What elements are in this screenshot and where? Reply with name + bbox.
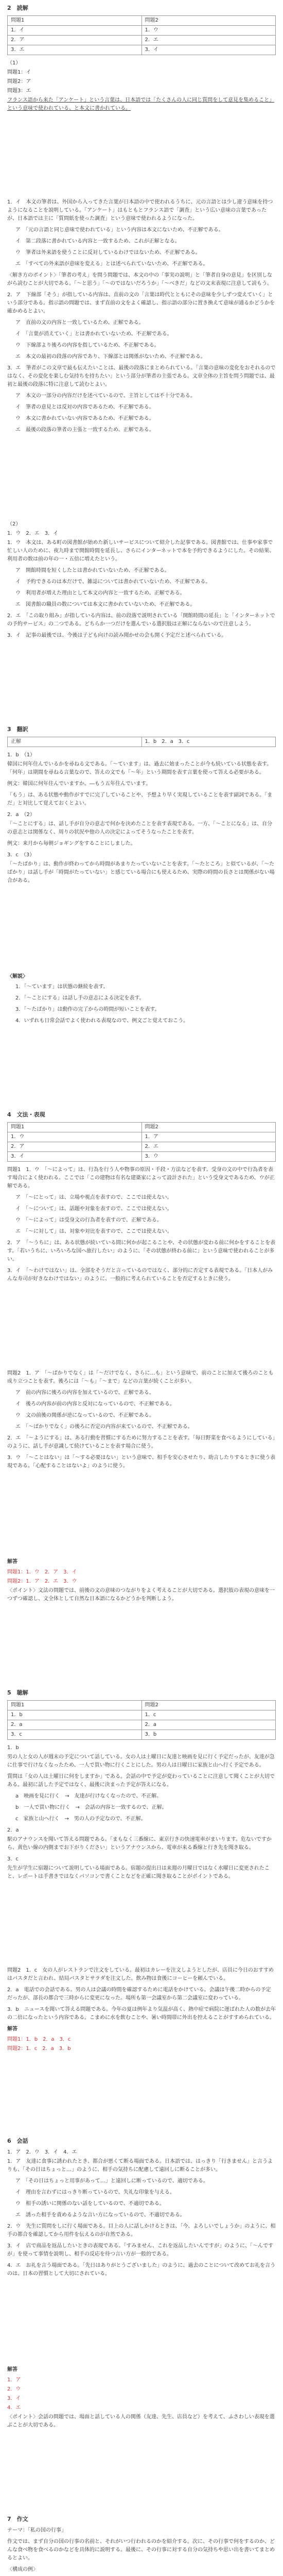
answer-key-line: 問題2：ア	[7, 79, 31, 84]
answer-table-row	[8, 1123, 276, 1132]
answer-table-cell: 問題1	[8, 1701, 142, 1710]
paragraph: 3．b ニュースを聞いて答える問題である。今年の夏は例年より気温が高く、熱中症で病院に運ばれた人の数が去年の二倍になったという内容である。こまめに水を飲むことや、暑い時間帯に外出を控えることがすすめられている。	[7, 2007, 276, 2021]
option-line: ア 直前の文の内容と一致しているため、正解である。	[15, 320, 144, 326]
answer-key-line: 1．ウ 2．エ 3．イ	[7, 530, 59, 536]
paragraph: 先生が学生に宿題について説明している場面である。宿題の提出日は来週の月曜日ではなく水曜日に変更されたこと、レポートは手書きではなくパソコンで書くことなどを正確に聞き取ることがポイントである。	[7, 1866, 270, 1880]
paragraph: 1．ウ 本文は、ある町の図書館が始めた新しいサービスについて紹介した記事である。図書館では、仕事や家事で忙しい人のために、夜九時まで開館時間を延長し、さらにインターネットで本を予約できるようにした。その結果、利用者の数は前の年の一・五倍に増えたという。	[7, 539, 275, 562]
answer-table-row	[8, 1152, 276, 1162]
option-line: イ 筆者の意見とは反対の内容であるため、不正解である。	[15, 404, 154, 411]
option-line: イ 「〜について」は、話題や対象を表すので、ここでは使えない。	[15, 1206, 172, 1212]
option-line: ウ 「〜によって」は受身文の行為者を表すので、正解である。	[15, 1217, 162, 1224]
answer-label: 解答	[7, 2026, 17, 2032]
answer-table-cell: 1．ア	[142, 1132, 276, 1142]
option-line: 1．「〜ています」は状態の継続を表す。	[15, 984, 109, 990]
answer-key-line: 2．a （2）	[7, 811, 35, 818]
option-line: b 一人で買い物に行く → 会話の内容と一致するので、正解。	[15, 1805, 167, 1811]
option-line: ア 「元の言語と同じ意味で使われている」という内容は本文にないため、不正解である。	[15, 227, 224, 233]
paragraph: 〈ポイント〉文法の問題では、前後の文の意味のつながりをよく考えることが大切である。選択肢の表現の意味を一つずつ確認し、文全体として自然な日本語になるかどうかを判断しよう。	[7, 1587, 275, 1602]
option-line: 3．「〜たばかり」は動作の完了からの時間が短いことを表す。	[15, 1007, 160, 1013]
answer-table-cell: 問題1	[8, 16, 142, 26]
section	[7, 2364, 276, 2433]
section	[7, 725, 276, 888]
answer-table-row	[8, 737, 276, 747]
answer-table-cell: 3．b	[142, 1730, 276, 1740]
section	[7, 1556, 276, 1606]
paragraph: 2．エ 「この取り組み」が指している内容は、前の段落で説明されている「開館時間の延長」と「インターネットでの予約サービス」の二つである。どちらか一つだけを選んでいる選択肢は正解にならないので注意しよう。	[7, 613, 275, 627]
answer-line: 問題1：1．ウ 2．ア 3．イ	[7, 1569, 77, 1575]
option-line: ア 前の内容に後ろの内容を加えているので、正解である。	[15, 1389, 154, 1396]
answer-label: 〈解説〉	[7, 974, 28, 980]
paragraph: 問題1 1．ウ 「〜によって」は、行為を行う人や物事の原因・手段・方法などを表す。受身の文の中で行為者を表す場合によく使われる。ここでは「この建物は有名な建築家によって設計された」という受身文であるため、ウが正解である。	[7, 1167, 275, 1190]
paragraph: 2．a 電話での会話である。男の人は会議の時間を確認するために電話をかけている。会議は午後二時からの予定だったが、部長の都合で三時からに変更になった。場所も第一会議室から第二会議室に変わっている。	[7, 1987, 271, 2002]
section	[7, 1111, 276, 1286]
answer-table-cell: 問題2	[142, 1701, 276, 1710]
paragraph: 1．ア 友達に食事に誘われたとき、都合が悪くて断る場面である。日本語では、はっきり「行きません」と言うよりも、「その日はちょっと…」のように、相手の気持ちに配慮して遠回しに断ることが多い。	[7, 2158, 273, 2173]
answer-table-row	[8, 1710, 276, 1720]
paragraph: 男の人と女の人が週末の予定について話している。女の人は土曜日に友達と映画を見に行く予定だったが、友達が急に仕事で行けなくなったため、一人で買い物に行くことにした。男の人は日曜日に家族と山へ行く予定である。	[7, 1754, 275, 1769]
answer-table-cell: 2．ア	[8, 1142, 142, 1152]
section-heading: 2 読解	[7, 5, 28, 11]
paragraph: 〈解き方のポイント〉「筆者の考え」を問う問題では、本文の中の「事実の説明」と「筆者自身の意見」を区別しながら読むことが大切である。「〜と思う」「〜のではないだろうか」「〜べきだ」などの文末表現に注意して読もう。	[7, 273, 272, 287]
underlined-sentence: フランス語から来た「アンケート」という言葉は、日本語では「たくさんの人に同じ質問をして意見を集めること」という意味で使われている、と本文に書かれている。	[7, 97, 275, 111]
paragraph: 3．イ 店で商品を返品したいときの表現である。「すみません、これを返品したいんですが」のように、「〜んですが」を使って事情を説明し、相手の反応を待つ言い方が一般的である。	[7, 2243, 273, 2257]
paragraph: 3．ウ 「〜ことはない」は「〜する必要はない」という意味で、相手を安心させたり、助言したりするときに使う表現である。「心配することはないよ」のように使う。	[7, 1454, 276, 1469]
section-heading: 7 作文	[7, 2516, 28, 2523]
paragraph: 〈ポイント〉会話の問題では、場面と話している人の関係（友達、先生、店員など）を考えて、ふさわしい表現を選ぶことが大切である。	[7, 2414, 275, 2428]
option-line: エ 「〜に対して」は、対象や対比を表すので、ここでは使えない。	[15, 1229, 172, 1235]
option-line: エ 「〜ばかりでなく」の後ろに否定の内容が来ているので、不正解である。	[15, 1423, 193, 1430]
section-heading: 3 翻訳	[7, 725, 28, 733]
answer-table-row	[8, 1142, 276, 1152]
section-heading: 5 聴解	[7, 1689, 28, 1697]
answer-table-cell: 1．ウ	[8, 1132, 142, 1142]
option-line: エ 最後の段落の筆者の主張と一致するため、正解である。	[15, 427, 154, 433]
option-line: ウ 筆者は外来語を使うことに反対しているわけではないため、不正解である。	[15, 250, 201, 256]
answer-table-row	[8, 1730, 276, 1740]
answer-table-cell: 1．ウ	[142, 26, 276, 36]
answer-key-line: 問題1：イ	[7, 70, 31, 75]
answer-line: 2．ウ	[7, 2386, 21, 2392]
option-line: イ 「言葉が消えていく」とは書かれていないため、不正解である。	[15, 331, 172, 337]
answer-table-cell: 3．c	[8, 1730, 142, 1740]
option-line: ア 「〜にとって」は、立場や視点を表すので、ここでは使えない。	[15, 1195, 172, 1201]
option-line: イ 後ろの内容が前の内容と反対になっているので、不正解である。	[15, 1401, 175, 1407]
option-line: ウ 本文に書かれていない内容であるため、不正解である。	[15, 416, 154, 422]
option-line: エ 誘った相手を責めるような言い方になっているので、不適切である。	[15, 2212, 185, 2218]
answer-table-row	[8, 16, 276, 26]
answer-table-row	[8, 1701, 276, 1710]
paragraph: 〈構成の例〉	[7, 2567, 38, 2573]
answer-line: 3．イ	[7, 2395, 21, 2401]
answer-table-cell: 問題2	[142, 1123, 276, 1132]
paragraph: 問題2 1．c 女の人がレストランで注文をしている。最初はカレーを注文しようとしたが、店員に今日のおすすめはパスタだと言われ、結局パスタとサラダを注文した。飲み物は食後にコーヒーを頼んでいる。	[7, 1968, 274, 1982]
answer-table-cell: 2．a	[142, 1720, 276, 1730]
paragraph: 質問は「女の人は土曜日に何をしますか」である。会話の中で予定が変わっていることに注意して聞くことが大切である。最初に話した予定ではなく、最後に決まった予定が答えになる。	[7, 1774, 275, 1788]
section	[7, 971, 276, 1028]
paragraph: 問題2 1．ア 「〜ばかりでなく」は「〜だけでなく、さらに…も」という意味で、前のことに加えて後ろのことも成り立つことを表す。後ろには「〜も」「〜まで」などの言葉が続くことが多い。	[7, 1370, 274, 1384]
section	[7, 2515, 276, 2576]
answer-table-cell: 3．イ	[8, 1152, 142, 1162]
option-line: 4．いずれも日常会話でよく使われる表現なので、例文ごと覚えておこう。	[15, 1018, 189, 1024]
paragraph: 例文：来月から毎朝ジョギングをすることにしました。	[7, 840, 136, 846]
answer-line: 問題1：1．b 2．a 3．c	[7, 2037, 71, 2043]
answer-table	[7, 1700, 276, 1740]
section	[7, 1967, 276, 2054]
answer-table-row	[8, 1720, 276, 1730]
answer-line: 1．ア	[7, 2377, 21, 2383]
option-line: c 家族と山へ行く → 男の人の予定なので、不正解。	[15, 1816, 146, 1822]
answer-table-cell: 3．エ	[8, 45, 142, 55]
option-line: ウ 文の前後の関係が逆になっているので、不正解である。	[15, 1412, 154, 1418]
option-line: イ 予約できるのは本だけで、雑誌については書かれていないため、不正解である。	[15, 579, 211, 585]
option-line: 2．「〜ことにする」は話し手の意志による決定を表す。	[15, 995, 145, 1002]
answer-table-cell: 1．b	[8, 1710, 142, 1720]
paragraph: 例文：韓国に何年住んでいますか。―もう五年住んでいます。	[7, 781, 151, 787]
section-heading: 6 会話	[7, 2137, 28, 2144]
paragraph: 「〜ことにする」は、話し手が自分の意志で何かを決めたことを表す表現である。一方、「〜ことになる」は、自分の意志とは関係なく、周りの状況や他の人の決定によってそうなったことを表す。	[7, 821, 272, 835]
paragraph: 4．エ お礼を言う場面である。「先日はありがとうございました」のように、過去のことについて改めてお礼を言うのは、日本の習慣として大切にされている。	[7, 2262, 276, 2277]
option-line: ア 「その日はちょっと用事があって…」と遠回しに断っているので、適切である。	[15, 2178, 208, 2184]
answer-table-cell: 3．ウ	[142, 1152, 276, 1162]
paragraph: 韓国に何年住んでいるかを尋ねる文である。「〜ています」は、過去に始まったことが今も続いている状態を表す。「何年」は期間を尋ねる言葉なので、答えの文でも「〜年」という期間を表す言葉を使って答える必要がある。	[7, 761, 272, 775]
answer-table-row	[8, 26, 276, 36]
option-line: ウ 相手の誘いに関係のない話をしているので、不適切である。	[15, 2200, 165, 2207]
answer-key-line: 3．c （3）	[7, 852, 35, 858]
answer-table	[7, 1122, 276, 1162]
answer-line: 問題2：1．ア 2．エ 3．ウ	[7, 1578, 77, 1584]
paragraph: 3．エ 筆者がこの文章で最も伝えたいことは、最後の段落にまとめられている。「言葉の意味の変化をおそれるのではなく、その変化を楽しむ気持ちを持ちたい」という部分が筆者の主張である。文章全体の主旨を問う問題では、最初と最後の段落に特に注意して読むとよい。	[7, 365, 276, 388]
paragraph: 2．ア 下線部「そう」が指している内容は、直前の文の「言葉は時代とともにその意味を少しずつ変えていく」という部分である。指示語の問題では、まず直前の文をよく確認し、指示語の部分に置き換えて意味が通るかどうかを確かめるとよい。	[7, 292, 275, 315]
paragraph: 3．イ 「〜わけではない」は、全部をそうだと言っているのではなく、部分的に否定する表現である。「日本人がみんな寿司が好きなわけではない」のように、一般的に考えられていることを否定するときに使う。	[7, 1268, 273, 1282]
answer-key-line: 2．a	[7, 1827, 19, 1834]
paragraph: 駅のアナウンスを聞いて答える問題である。「まもなく三番線に、東京行きの快速電車がまいります。危ないですから、黄色い線の内側までお下がりください」というアナウンスから、電車が来る番線と行き先を聞き取る。	[7, 1837, 272, 1851]
answer-table-cell: 1．イ	[8, 26, 142, 36]
paragraph: 2．ア 「〜うちに」は、ある状態が続いている間に何かが起こることや、その状態が変わる前に何かをすることを表す。「若いうちに、いろいろな国へ旅行したい」のように、「その状態が終わる前に」という意味で使われることが多い。	[7, 1240, 276, 1263]
answer-table-cell: 正解	[8, 737, 142, 747]
answer-key-line: 1．b （1）	[7, 752, 36, 758]
paragraph: 1．イ 本文の筆者は、外国から入ってきた言葉が日本語の中で使われるうちに、元の言語とは少し違う意味を持つようになることを説明している。「アンケート」はもともとフランス語で「調査」という広い意味の言葉であったが、日本語では主に「質問紙を使った調査」という意味で使われるようになった。	[7, 199, 273, 222]
option-line: ア 本文の一部分の内容だけを述べているので、主旨としては不十分である。	[15, 393, 196, 399]
paragraph: 2．エ 「〜ようにする」は、ある行動を習慣にするために努力することを表す。「毎日野菜を食べるようにしている」のように、話し手が意識して続けていることを表す場合に使う。	[7, 1435, 275, 1449]
option-line: ア 開館時間を短くしたとは書かれていないため、不正解である。	[15, 567, 170, 573]
option-line: エ 図書館の職員の数については本文に書かれていないため、不正解である。	[15, 601, 196, 607]
answer-table-cell: 2．エ	[142, 36, 276, 45]
section	[7, 1689, 276, 1884]
answer-table-row	[8, 45, 276, 55]
paragraph: 3．イ 記事の最後では、今後は子ども向けの読み聞かせの会も開く予定だと述べられている。	[7, 632, 227, 638]
answer-table	[7, 737, 276, 747]
option-line: ウ 利用者が増えた理由として本文の内容と一致するため、正解である。	[15, 590, 185, 596]
answer-table-cell: 1．b 2．a 3．c	[142, 737, 276, 747]
option-line: a 映画を見に行く → 友達が行けなくなったので、不正解。	[15, 1793, 162, 1800]
option-line: イ 理由を言わずにはっきり断っているので、失礼な印象を与える。	[15, 2189, 175, 2195]
answer-table	[7, 15, 276, 55]
option-line: ウ 下線部より後ろの内容を指しているため、不正解である。	[15, 343, 160, 349]
option-line: イ 第二段落に書かれている内容と一致するため、これが正解となる。	[15, 239, 180, 245]
answer-label: 解答	[7, 1558, 17, 1565]
section	[7, 198, 276, 437]
section	[7, 520, 276, 643]
section	[7, 2137, 276, 2281]
paragraph: 「〜たばかり」は、動作が終わってから時間があまりたっていないことを表す。「〜たところ」と似ているが、「〜たばかり」は話し手が「時間がたっていない」と感じている場合にも使えるため、実際の時間の長さとは関係がない場合がある。	[7, 861, 275, 884]
answer-table-row	[8, 1132, 276, 1142]
paragraph: 作文では、まず自分の国の行事の名前と、それがいつ行われるのかを紹介する。次に、その行事で何をするのか、どんな食べ物を食べるのかなどを具体的に説明する。最後に、その行事に対する自分の気持ちや思い出を書いてまとめるとよい。	[7, 2539, 275, 2562]
answer-key-line: 1．b	[7, 1745, 19, 1751]
answer-key-line: 問題3：エ	[7, 88, 31, 94]
paragraph: テーマ：「私の国の行事」	[7, 2528, 66, 2534]
paragraph: 「もう」は、ある状態や動作がすでに完了していることや、予想より早く実現していることを表す副詞である。「まだ」と対比して覚えておくとよい。	[7, 792, 273, 806]
answer-key-line: 3．c	[7, 1856, 19, 1862]
answer-table-cell: 問題1	[8, 1123, 142, 1132]
option-line: エ 本文の最初の段落の内容であり、下線部とは関係がないため、不正解である。	[15, 354, 206, 360]
answer-table-cell: 問題2	[142, 16, 276, 26]
section	[7, 1369, 276, 1473]
paragraph: 2．ウ 先生に質問をしに行く場面である。目上の人に話しかけるときは、「今、よろしいでしょうか」のように、相手の都合を確認してから用件を伝えるのが自然である。	[7, 2223, 276, 2238]
answer-table-cell: 1．c	[142, 1710, 276, 1720]
answer-key-line: （1）	[7, 60, 21, 66]
answer-table-row	[8, 36, 276, 45]
answer-label: 解答	[7, 2366, 17, 2372]
option-line: エ 「すべての外来語が意味を変える」とは述べられていないため、不正解である。	[15, 261, 208, 267]
answer-line: 4．エ	[7, 2404, 21, 2411]
section	[7, 4, 276, 116]
answer-table-cell: 2．ア	[8, 36, 142, 45]
answer-table-cell: 2．a	[8, 1720, 142, 1730]
answer-line: 問題2：1．c 2．a 3．b	[7, 2046, 71, 2052]
answer-table-cell: 2．エ	[142, 1142, 276, 1152]
answer-key-line: 1．ア 2．ウ 3．イ 4．エ	[7, 2149, 77, 2155]
answer-key-line: （2）	[7, 521, 21, 527]
answer-table-cell: 3．イ	[142, 45, 276, 55]
section-heading: 4 文法・表現	[7, 1111, 45, 1118]
